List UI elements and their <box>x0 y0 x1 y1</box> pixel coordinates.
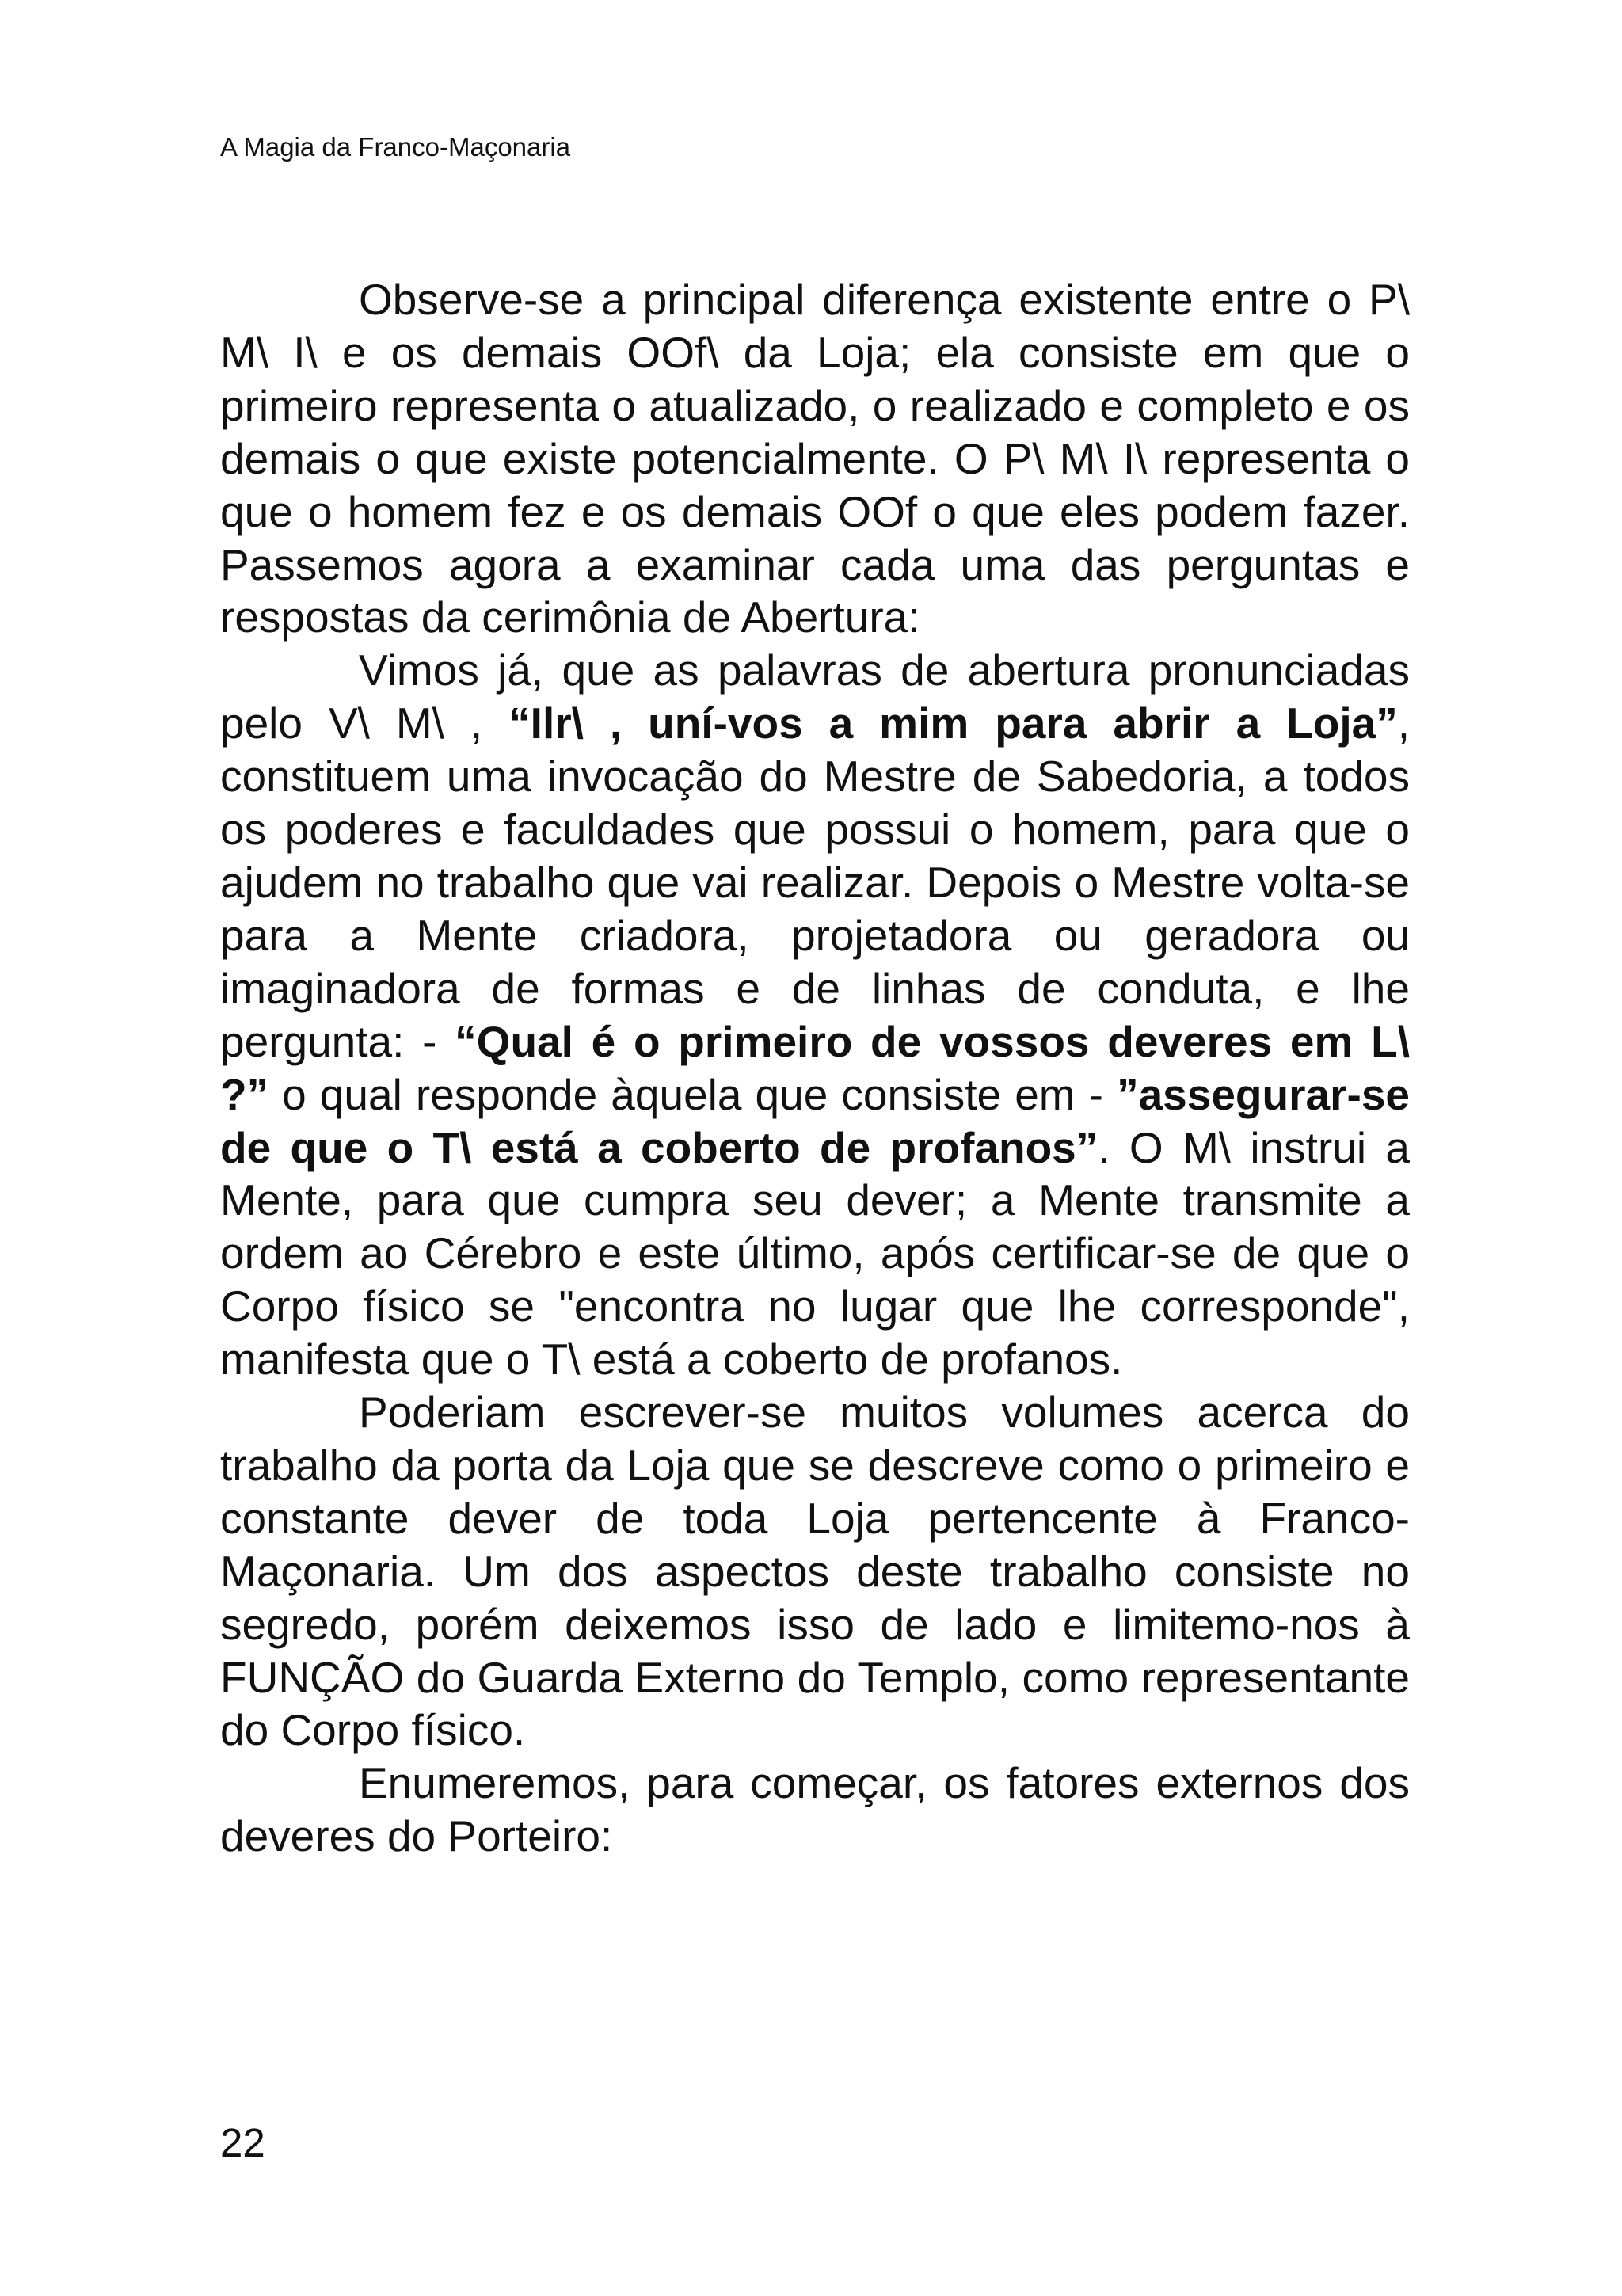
paragraph-2-bold-1: “Ilr\ , uní-vos a mim para abrir a Loja” <box>508 699 1398 748</box>
paragraph-1: Observe-se a principal diferença existente entre o P\ M\ I\ e os demais OOf\ da Loja; ela consiste em que o primeiro representa o atualizado, o realizado e completo e os demais o que existe potencialmente. O P\ M\ I\ representa o que o homem fez e os demais OOf o que eles podem fazer. Passemos agora a examinar cada uma das perguntas e respostas da cerimônia de Abertura: <box>220 275 1410 642</box>
paragraph-4: Enumeremos, para começar, os fatores externos dos deveres do Porteiro: <box>220 1758 1410 1861</box>
paragraph-3: Poderiam escrever-se muitos volumes acerca do trabalho da porta da Loja que se descreve como o primeiro e constante dever de toda Loja pertencente à Franco-Maçonaria. Um dos aspectos deste trabalho consiste no segredo, porém deixemos isso de lado e limitemo-nos à FUNÇÃO do Guarda Externo do Templo, como representante do Corpo físico. <box>220 1388 1410 1755</box>
running-header: A Magia da Franco-Maçonaria <box>220 132 571 162</box>
paragraph-2-text-2: , constituem uma invocação do Mestre de Sabedoria, a todos os poderes e faculdades que possui o homem, para que o ajudem no trabalho que vai realizar. Depois o Mestre volta-se para a Mente criadora, projetadora ou geradora ou imaginadora de formas e de linhas de conduta, e lhe pergunta: - <box>220 699 1410 1066</box>
page-number: 22 <box>220 2120 265 2165</box>
paragraph-2-text-3: o qual responde àquela que consiste em - <box>268 1069 1118 1119</box>
paragraph-2-text-4: . O M\ instrui a Mente, para que cumpra seu dever; a Mente transmite a ordem ao Cérebro e este último, após certificar-se de que o Corpo físico se "encontra no lugar que lhe corresponde", manifesta que o T\ está a coberto de profanos. <box>220 1122 1410 1384</box>
paragraph-2-bold-2: “Qual é o primeiro de vossos deveres em L\ ?” <box>220 1016 1410 1119</box>
body-text <box>220 273 1410 1863</box>
paragraph-2 <box>220 644 1410 1386</box>
paragraph-2-text-1: Vimos já, que as palavras de abertura pronunciadas pelo V\ M\ , <box>220 645 1410 748</box>
paragraph-2-bold-3: ”assegurar-se de que o T\ está a coberto de profanos” <box>220 1069 1410 1172</box>
